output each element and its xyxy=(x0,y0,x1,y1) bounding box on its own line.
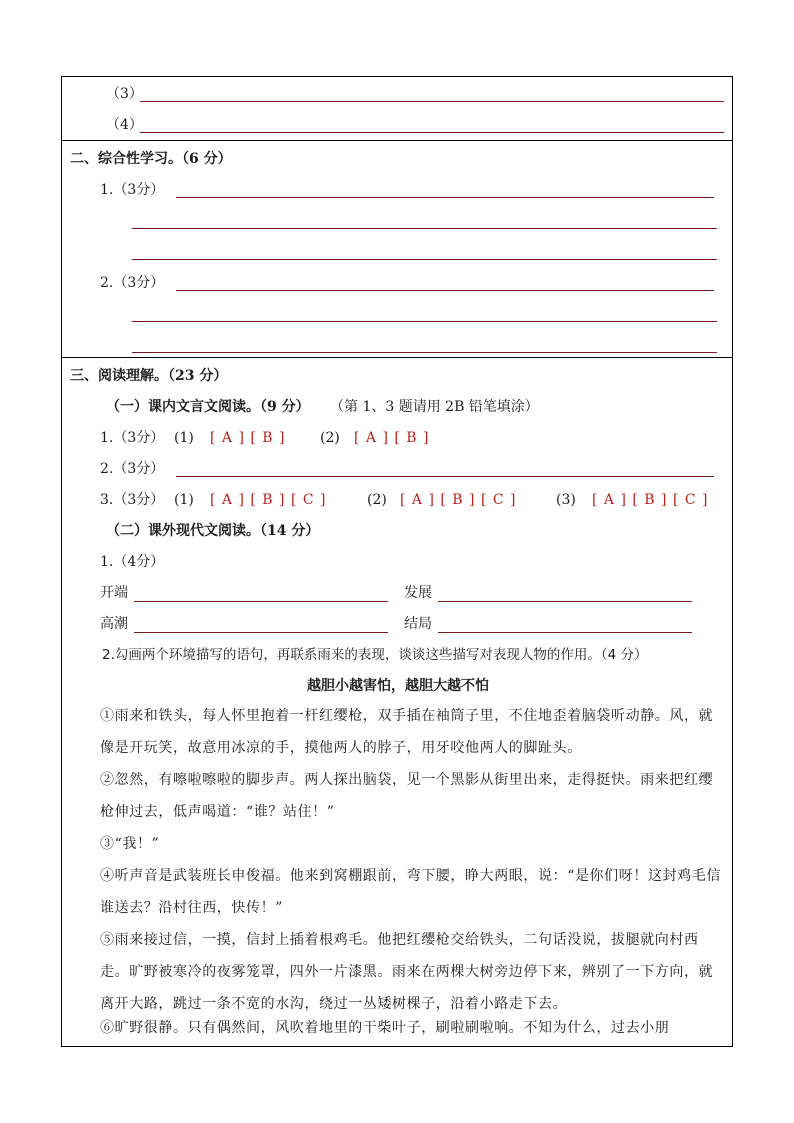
section-1-continued xyxy=(62,77,732,141)
q3-1-label: 1.（3分） xyxy=(100,430,165,446)
passage-paragraph-2: ②忽然，有嚓啦嚓啦的脚步声。两人探出脑袋，见一个黑影从街里出来，走得挺快。雨来把红缨枪伸过去，低声喝道：“谁？站住！” xyxy=(100,772,714,820)
section-3-title: 三、阅读理解。（23 分） xyxy=(70,368,228,384)
q3-1-sub2-options[interactable]: [ A ] [ B ] xyxy=(354,430,430,446)
q2-2-answer-line-2[interactable] xyxy=(132,321,717,322)
q3-3-sub2-options[interactable]: [ A ] [ B ] [ C ] xyxy=(400,492,517,508)
part-1-note: （第 1、3 题请用 2B 铅笔填涂） xyxy=(330,399,539,415)
q2-1-answer-line-2[interactable] xyxy=(132,228,717,229)
field-opening-label: 开端 xyxy=(100,585,128,601)
item-4-answer-line[interactable] xyxy=(140,132,724,133)
q2-2-answer-line-3[interactable] xyxy=(132,352,717,353)
field-ending-label: 结局 xyxy=(404,616,432,632)
part-2-title: （二）课外现代文阅读。（14 分） xyxy=(106,523,320,539)
passage-paragraph-5: ⑤雨来接过信，一摸，信封上插着根鸡毛。他把红缨枪交给铁头，二句话没说，拔腿就向村西走。旷野被寒冷的夜雾笼罩，四外一片漆黑。雨来在两棵大树旁边停下来，辨别了一下方向，就离开大路，跳过一条不宽的水沟，绕过一丛矮树棵子，沿着小路走下去。 xyxy=(100,932,714,1012)
q3-b1-label: 1.（4分） xyxy=(100,554,165,570)
passage-paragraph-6: ⑥旷野很静。只有偶然间，风吹着地里的干柴叶子，刷啦刷啦响。不知为什么，过去小朋 xyxy=(100,1020,670,1036)
q3-3-sub2-label: (2) xyxy=(367,492,387,508)
part-1-title: （一）课内文言文阅读。（9 分） xyxy=(106,399,310,415)
section-3-reading xyxy=(62,358,732,1046)
q2-2-answer-line-1[interactable] xyxy=(176,290,714,291)
q3-2-answer-line[interactable] xyxy=(176,476,714,477)
field-development-label: 发展 xyxy=(404,585,432,601)
passage-paragraph-3: ③“我！” xyxy=(100,836,160,852)
q3-1-sub1-label: (1) xyxy=(174,430,194,446)
q2-1-answer-line-3[interactable] xyxy=(132,259,717,260)
q3-b2-label: 2.勾画两个环境描写的语句，再联系雨来的表现，谈谈这些描写对表现人物的作用。（4 分） xyxy=(102,647,648,663)
section-2-title: 二、综合性学习。（6 分） xyxy=(70,151,232,167)
q2-1-answer-line-1[interactable] xyxy=(176,197,714,198)
field-development-line[interactable] xyxy=(438,601,692,602)
passage-paragraph-4: ④听声音是武装班长申俊福。他来到窝棚跟前，弯下腰，睁大两眼，说：“是你们呀！这封鸡毛信谁送去？沿村往西，快传！” xyxy=(100,868,721,916)
item-3-answer-line[interactable] xyxy=(140,101,724,102)
q3-3-sub1-options[interactable]: [ A ] [ B ] [ C ] xyxy=(210,492,327,508)
passage-title: 越胆小越害怕，越胆大越不怕 xyxy=(307,678,489,694)
q2-2-label: 2.（3分） xyxy=(100,275,165,291)
q2-1-label: 1.（3分） xyxy=(100,182,165,198)
passage-paragraph-1: ①雨来和铁头，每人怀里抱着一杆红缨枪，双手插在袖筒子里，不住地歪着脑袋听动静。风，就像是开玩笑，故意用冰凉的手，摸他两人的脖子，用牙咬他两人的脚趾头。 xyxy=(100,708,714,756)
q3-3-sub1-label: (1) xyxy=(174,492,194,508)
field-ending-line[interactable] xyxy=(438,632,692,633)
item-4-label: （4） xyxy=(106,117,143,133)
q3-3-label: 3.（3分） xyxy=(100,492,165,508)
field-opening-line[interactable] xyxy=(134,601,388,602)
q3-3-sub3-label: (3) xyxy=(556,492,576,508)
answer-sheet xyxy=(61,76,733,1047)
q3-2-label: 2.（3分） xyxy=(100,461,165,477)
field-climax-label: 高潮 xyxy=(100,616,128,632)
item-3-label: （3） xyxy=(106,86,143,102)
section-2-integrated-learning xyxy=(62,141,732,358)
q3-1-sub1-options[interactable]: [ A ] [ B ] xyxy=(210,430,286,446)
q3-1-sub2-label: (2) xyxy=(320,430,340,446)
q3-3-sub3-options[interactable]: [ A ] [ B ] [ C ] xyxy=(592,492,709,508)
field-climax-line[interactable] xyxy=(134,632,388,633)
